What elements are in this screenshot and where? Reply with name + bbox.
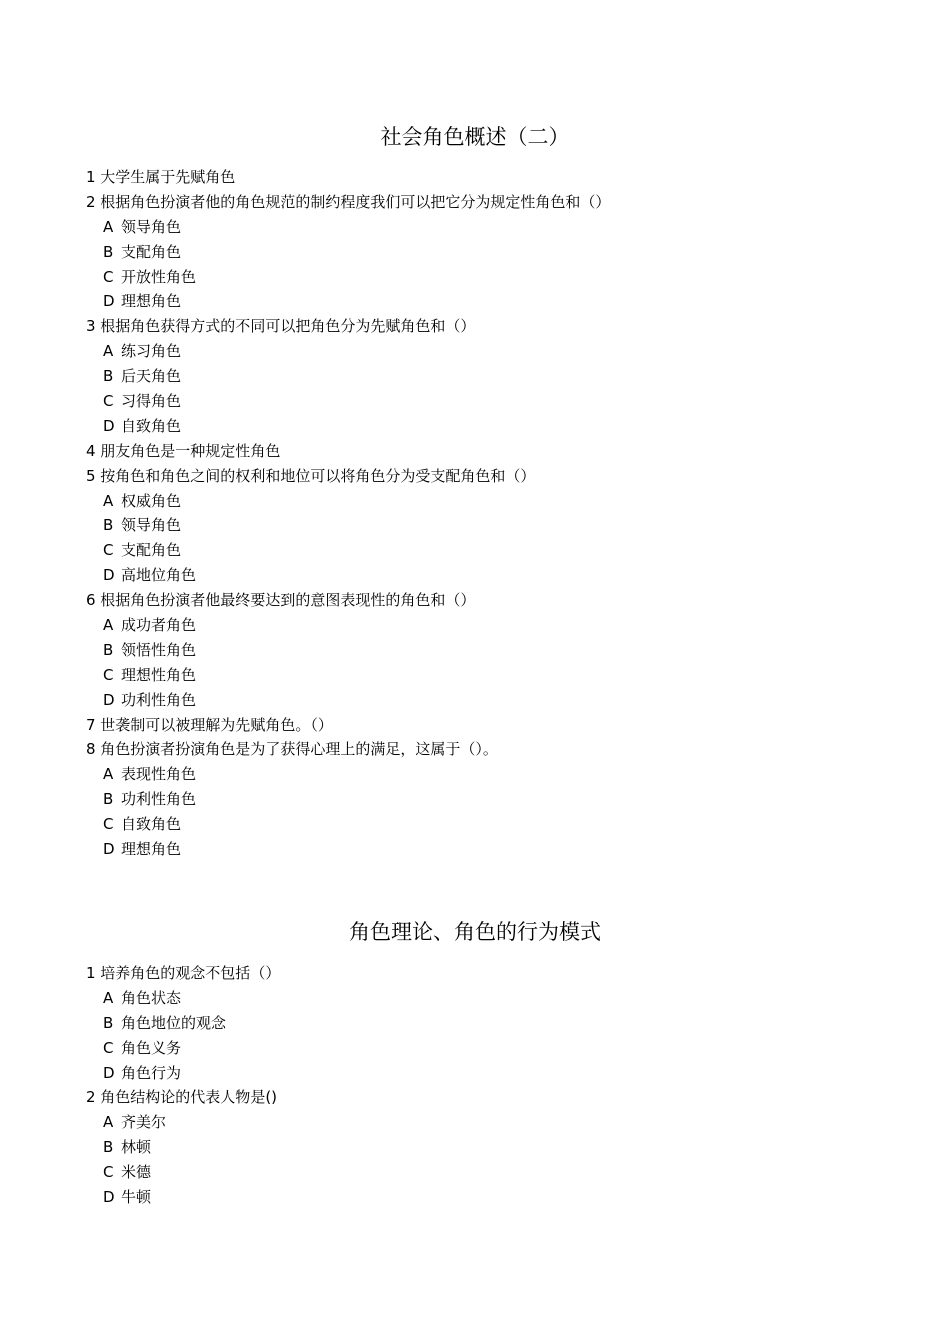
option-text: 牛顿	[121, 1188, 152, 1207]
answer-option	[86, 339, 906, 364]
question-text: 3 根据角色获得方式的不同可以把角色分为先赋角色和（）	[86, 317, 476, 336]
option-letter: B	[103, 1138, 114, 1157]
option-letter: D	[103, 690, 115, 709]
question-text: 1 大学生属于先赋角色	[86, 168, 236, 186]
option-text: 角色行为	[121, 1063, 182, 1082]
question-list-section-2	[86, 961, 906, 1210]
option-letter: B	[103, 790, 114, 809]
question-text: 8 角色扮演者扮演角色是为了获得心理上的满足，这属于（）。	[86, 740, 498, 759]
answer-option	[86, 1110, 906, 1135]
question-text: 6 根据角色扮演者他最终要达到的意图表现性的角色和（）	[86, 591, 476, 610]
option-text: 自致角色	[121, 815, 182, 834]
option-text: 角色地位的观念	[121, 1013, 227, 1032]
option-letter: A	[103, 616, 114, 635]
option-text: 自致角色	[121, 416, 182, 435]
answer-option	[86, 364, 906, 389]
option-text: 支配角色	[121, 242, 182, 261]
question-text: 1 培养角色的观念不包括（）	[86, 964, 281, 982]
option-text: 角色义务	[121, 1038, 182, 1057]
option-letter: C	[103, 267, 114, 286]
option-text: 成功者角色	[121, 616, 197, 635]
option-letter: B	[103, 516, 114, 535]
question-text: 2 根据角色扮演者他的角色规范的制约程度我们可以把它分为规定性角色和（）	[86, 192, 611, 211]
answer-option	[86, 613, 906, 638]
option-letter: A	[103, 217, 114, 236]
option-letter: D	[103, 840, 115, 859]
option-letter: C	[103, 1038, 114, 1057]
answer-option	[86, 1036, 906, 1061]
answer-option	[86, 638, 906, 663]
option-letter: B	[103, 640, 114, 659]
option-text: 功利性角色	[121, 790, 197, 809]
answer-option	[86, 688, 906, 713]
option-text: 高地位角色	[121, 566, 197, 585]
option-text: 后天角色	[121, 367, 182, 386]
answer-option	[86, 762, 906, 787]
answer-option	[86, 563, 906, 588]
option-text: 米德	[121, 1163, 152, 1182]
answer-option	[86, 812, 906, 837]
option-letter: D	[103, 1188, 115, 1207]
option-letter: D	[103, 292, 115, 311]
option-letter: B	[103, 367, 114, 386]
option-text: 功利性角色	[121, 690, 197, 709]
option-text: 齐美尔	[121, 1113, 167, 1132]
option-text: 领悟性角色	[121, 640, 197, 659]
answer-option	[86, 240, 906, 265]
answer-option	[86, 513, 906, 538]
option-letter: C	[103, 392, 114, 411]
answer-option	[86, 489, 906, 514]
option-text: 支配角色	[121, 541, 182, 560]
option-text: 练习角色	[121, 342, 182, 361]
question-text: 7 世袭制可以被理解为先赋角色。（）	[86, 715, 333, 734]
option-letter: D	[103, 1063, 115, 1082]
answer-option	[86, 538, 906, 563]
option-text: 角色状态	[121, 988, 182, 1007]
answer-option	[86, 215, 906, 240]
question-list-section-1	[86, 165, 906, 862]
option-letter: C	[103, 815, 114, 834]
option-letter: C	[103, 541, 114, 560]
section-title-role-overview: 社会角色概述（二）	[380, 125, 570, 149]
option-letter: B	[103, 1013, 114, 1032]
option-text: 领导角色	[121, 516, 182, 535]
answer-option	[86, 986, 906, 1011]
option-letter: C	[103, 665, 114, 684]
option-text: 理想性角色	[121, 665, 197, 684]
option-text: 开放性角色	[121, 267, 197, 286]
option-letter: B	[103, 242, 114, 261]
option-letter: A	[103, 342, 114, 361]
option-text: 权威角色	[121, 491, 182, 510]
option-text: 领导角色	[121, 217, 182, 236]
answer-option	[86, 414, 906, 439]
option-text: 表现性角色	[121, 765, 197, 784]
answer-option	[86, 1011, 906, 1036]
option-letter: C	[103, 1163, 114, 1182]
section-title-role-theory: 角色理论、角色的行为模式	[349, 920, 601, 944]
answer-option	[86, 1185, 906, 1210]
question-text: 2 角色结构论的代表人物是()	[86, 1088, 278, 1107]
answer-option	[86, 289, 906, 314]
option-letter: A	[103, 988, 114, 1007]
option-letter: D	[103, 566, 115, 585]
answer-option	[86, 787, 906, 812]
option-letter: A	[103, 491, 114, 510]
answer-option	[86, 1160, 906, 1185]
answer-option	[86, 389, 906, 414]
answer-option	[86, 265, 906, 290]
option-text: 林顿	[121, 1138, 152, 1157]
answer-option	[86, 837, 906, 862]
option-text: 理想角色	[121, 292, 182, 311]
answer-option	[86, 1135, 906, 1160]
option-text: 理想角色	[121, 840, 182, 859]
option-letter: A	[103, 765, 114, 784]
answer-option	[86, 1061, 906, 1086]
option-letter: D	[103, 416, 115, 435]
option-letter: A	[103, 1113, 114, 1132]
question-text: 5 按角色和角色之间的权利和地位可以将角色分为受支配角色和（）	[86, 466, 536, 485]
option-text: 习得角色	[121, 392, 182, 411]
answer-option	[86, 663, 906, 688]
question-text: 4 朋友角色是一种规定性角色	[86, 441, 281, 460]
